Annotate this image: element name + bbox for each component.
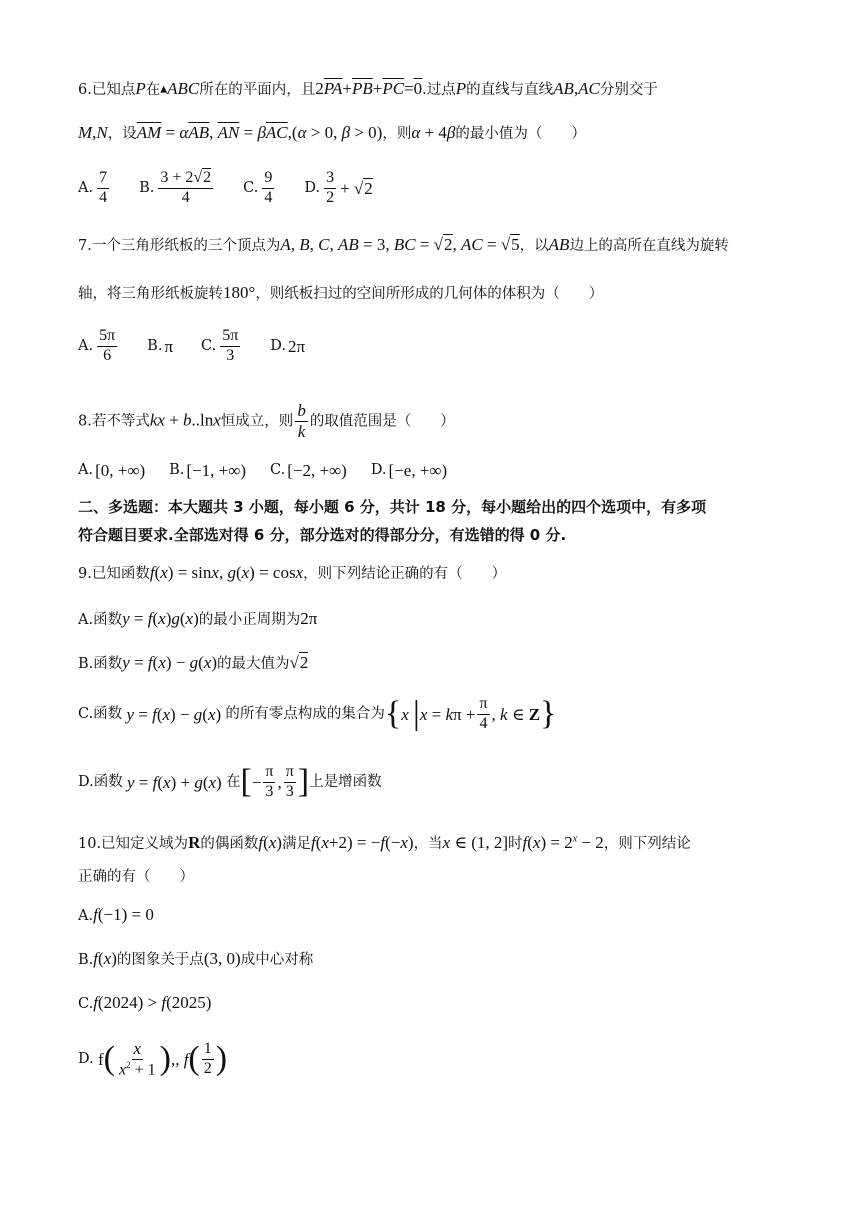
q9-option-c: C.函数 y = f(x) − g(x) 的所有零点构成的集合为 { x | x = kπ + $\frac{\pi}{4}$ , k ∈ Z } bbox=[78, 695, 557, 733]
q8-option-b: B. [−1, +∞) bbox=[169, 461, 247, 480]
q6-option-b: B. $\frac{3 + 2√2}{4}$ bbox=[139, 169, 212, 206]
q9-option-d: D.函数 y = f(x) + g(x) 在 [ − $\frac{\pi}{3}$ , $\frac{\pi}{3}$ ] 上是增函数 bbox=[78, 763, 382, 801]
q7-stem-line2: 轴，将三角形纸板旋转180°，则纸板扫过的空间所形成的几何体的体积为（ ） bbox=[78, 283, 604, 302]
section2-heading-line1: 二、多选题：本大题共 3 小题，每小题 6 分，共计 18 分，每小题给出的四个选项中，有多项 bbox=[78, 498, 707, 516]
q10-stem-line2: 正确的有（ ） bbox=[78, 869, 194, 885]
q10-option-b: B.f(x)的图象关于点(3, 0)成中心对称 bbox=[78, 949, 314, 968]
q9-option-a: A.函数y = f(x)g(x)的最小正周期为2π bbox=[78, 609, 318, 628]
q7-option-b: B. π bbox=[147, 336, 174, 356]
q6-option-c: C. $\frac{9}{4}$ bbox=[243, 169, 273, 206]
q7-options bbox=[78, 328, 305, 365]
q8-option-d: D. [−e, +∞) bbox=[370, 461, 448, 480]
q7-option-d: D. 2π bbox=[270, 336, 306, 356]
q6-stem-line2: M,N，设$\overline{AM} = \alpha\overline{AB}$, $\overline{AN} = \beta\overline{AC},(\alpha > 0$, β > 0)，则α + 4β的最小值为（ ） bbox=[78, 123, 586, 142]
q8-option-a: A. [0, +∞) bbox=[78, 461, 146, 480]
q10-option-d: D. f ( $\frac{x}{x^2 + 1}$ ) ,, f ( $\frac{1}{2}$ ) bbox=[78, 1039, 228, 1079]
q6-stem-line1: 6.已知点P在▲ABC所在的平面内，且$2\overline{PA}+\overline{PB}+\overline{PC}=0$.过点P的直线与直线AB,AC分别交于 bbox=[78, 79, 658, 98]
q6-option-a: A. $\frac{7}{4}$ bbox=[78, 169, 108, 206]
q8-stem: 8.若不等式kx + b..lnx恒成立，则 $\frac{b}{k}$ 的取值范围是（ ） bbox=[78, 401, 455, 441]
q7-option-c: C. $\frac{5\pi}{3}$ bbox=[201, 327, 239, 364]
q9-option-b: B.函数y = f(x) − g(x)的最大值为√2 bbox=[78, 653, 309, 672]
section2-heading-line2: 符合题目要求.全部选对得 6 分，部分选对的得部分分，有选错的得 0 分. bbox=[78, 526, 567, 544]
q7-stem-line1: 7.一个三角形纸板的三个顶点为A, B, C, AB = 3, BC = √2, AC = √5，以AB边上的高所在直线为旋转 bbox=[78, 235, 729, 254]
q8-option-c: C. [−2, +∞) bbox=[270, 461, 347, 480]
q9-stem: 9.已知函数f(x) = sinx, g(x) = cosx，则下列结论正确的有（ ） bbox=[78, 563, 507, 582]
q10-option-a: A.f(−1) = 0 bbox=[78, 905, 154, 924]
q8-options bbox=[78, 462, 447, 479]
q6-option-d: D. $\frac{3}{2}$ + √2 bbox=[304, 169, 373, 206]
q7-option-a: A. $\frac{5\pi}{6}$ bbox=[78, 327, 116, 364]
q10-stem-line1: 10.已知定义域为R的偶函数f(x)满足f(x+2) = −f(−x)，当x ∈ (1, 2]时$f(x) = 2^x - 2$，则下列结论 bbox=[78, 833, 691, 852]
q6-options bbox=[78, 170, 373, 207]
triangle-icon: ▲ bbox=[160, 84, 168, 95]
q10-option-c: C.f(2024) > f(2025) bbox=[78, 993, 212, 1012]
